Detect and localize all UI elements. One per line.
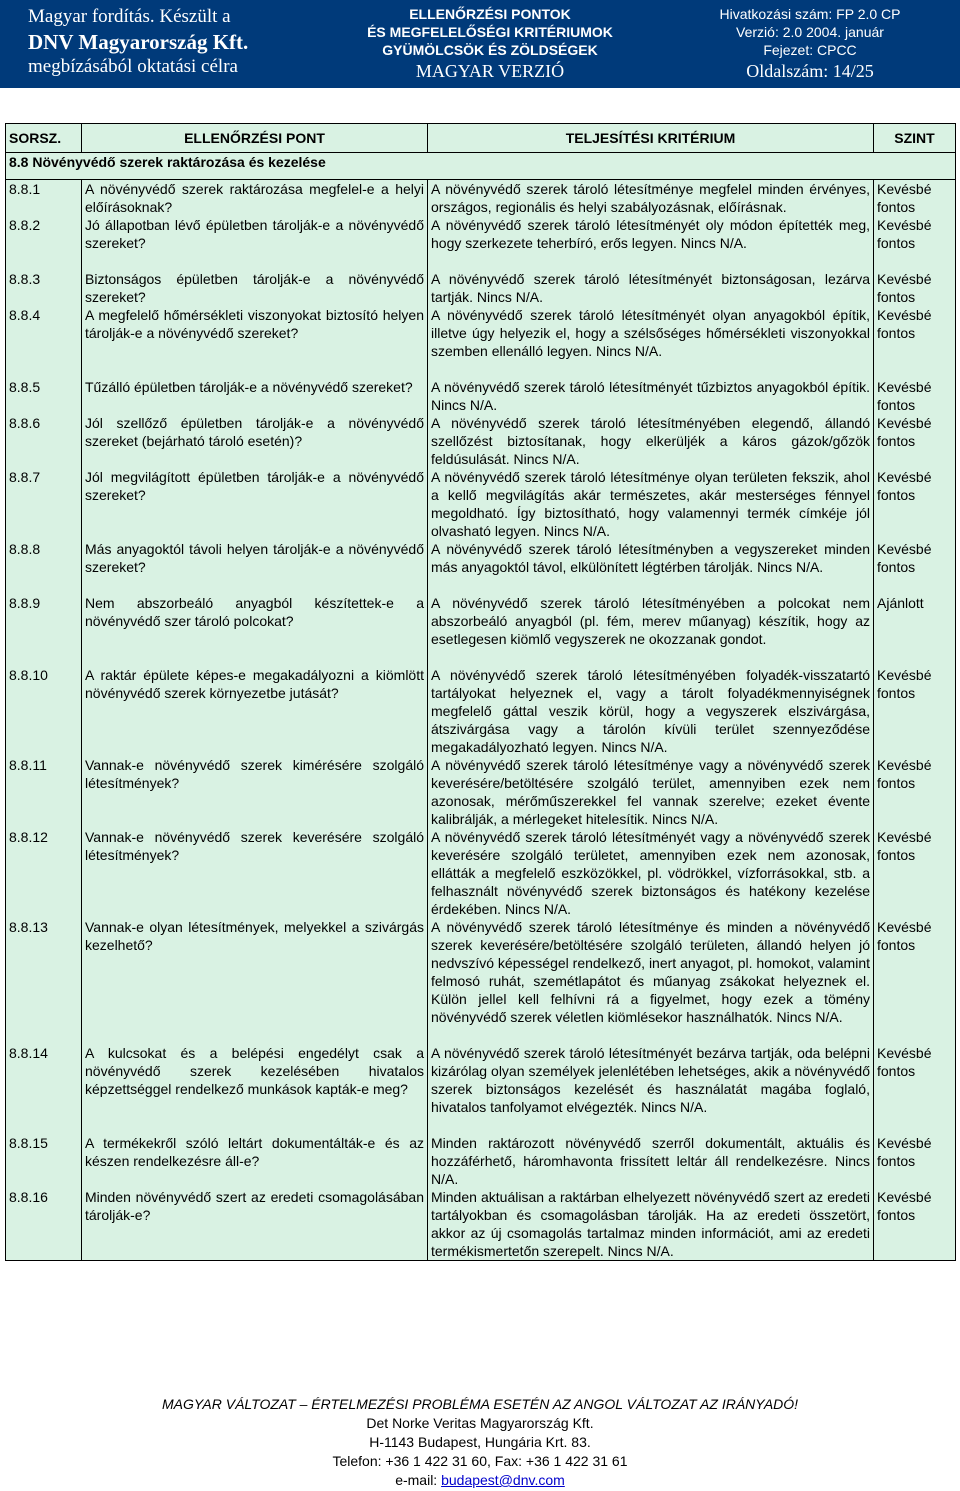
row-number: 8.8.12 (9, 829, 48, 845)
points-column (82, 180, 428, 1261)
row-number: 8.8.15 (9, 1135, 48, 1151)
row-control-point: A megfelelő hőmérsékleti viszonyokat biztosító helyen tárolják-e a növényvédő szereket? (85, 307, 424, 341)
row-control-point: Vannak-e olyan létesítmények, melyekkel a szivárgás kezelhető? (85, 919, 424, 953)
row-number: 8.8.6 (9, 415, 41, 431)
row-control-point: A növényvédő szerek raktározása megfelel-e a helyi előírásoknak? (85, 181, 424, 215)
row-control-point: A kulcsokat és a belépési engedélyt csak a növényvédő szerek kezelésében hivatalos képzettséggel rendelkező munkások kapták-e meg? (85, 1045, 424, 1097)
row-level: Kevésbé fontos (877, 469, 932, 503)
row-control-point: Vannak-e növényvédő szerek keverésére szolgáló létesítmények? (85, 829, 424, 863)
footer-email-line (0, 1471, 960, 1490)
table-body-row (6, 180, 956, 1261)
row-criterion: A növényvédő szerek tároló létesítményében folyadék-visszatartó tartályokat helyeznek el, vagy a tárolt folyadékmennyiségnek megfelelő gáttal veszik körül, hogy a vegyszerek elszivárgása, átszivárgása vagy a tárolón kívüli terület szennyeződése megakadályozható legyen. Nincs N/A. (431, 667, 870, 755)
col-header-criterion: TELJESÍTÉSI KRITÉRIUM (428, 124, 874, 153)
row-control-point: Tűzálló épületben tárolják-e a növényvédő szereket? (85, 379, 413, 395)
row-level: Kevésbé fontos (877, 181, 932, 215)
col-header-number: SORSZ. (6, 124, 82, 153)
row-level: Kevésbé fontos (877, 1045, 932, 1079)
header-page-number: Oldalszám: 14/25 (746, 61, 874, 81)
row-level: Kevésbé fontos (877, 541, 932, 575)
header-reference: Hivatkozási szám: FP 2.0 CP (719, 6, 901, 22)
row-level: Ajánlott (877, 595, 924, 611)
row-criterion: Minden raktározott növényvédő szerről dokumentált, aktuális és hozzáférhető, háromhavonta frissített leltár áll rendelkezésre. Nincs N/A. (431, 1135, 870, 1187)
row-criterion: A növényvédő szerek tároló létesítménye megfelel minden érvényes, országos, regionális és helyi szabályozásnak, előírásnak. (431, 181, 870, 215)
section-title: 8.8 Növényvédő szerek raktározása és kezelése (6, 153, 956, 180)
row-criterion: A növényvédő szerek tároló létesítményét bezárva tartják, oda belépni kizárólag olyan személyek jelenlétében lehetséges, akik a növényvédő szerek biztonságos kezelését és használatát magába foglaló, hivatalos tanfolyamot elvégezték. Nincs N/A. (431, 1045, 870, 1115)
header-translation-note: Magyar fordítás. Készült a (28, 6, 231, 27)
col-header-level: SZINT (874, 124, 956, 153)
row-number: 8.8.10 (9, 667, 48, 683)
row-level: Kevésbé fontos (877, 667, 932, 701)
header-purpose: megbízásából oktatási célra (28, 56, 238, 77)
row-control-point: A termékekről szóló leltárt dokumentálták-e és az készen rendelkezésre áll-e? (85, 1135, 424, 1169)
criteria-column (428, 180, 874, 1261)
row-criterion: A növényvédő szerek tároló létesítménye olyan területen fekszik, ahol a kellő megvilágítás akár természetes, akár mesterséges fénnyel megoldható. Így biztosítható, hogy valamennyi termék címkéje jól olvasható legyen. Nincs N/A. (431, 469, 870, 539)
footer-email-link[interactable]: budapest@dnv.com (441, 1472, 565, 1488)
control-points-table (5, 123, 956, 1261)
levels-column (874, 180, 956, 1261)
row-level: Kevésbé fontos (877, 379, 932, 413)
footer-email-label: e-mail: (395, 1472, 442, 1488)
row-criterion: A növényvédő szerek tároló létesítményét vagy a növényvédő szerek keverésére szolgáló területet, amennyiben ezek nem azonosak, ellátták a megfelelő eszközökkel, pl. vödrökkel, vízforrásokkal, stb. a felhasznált növényvédő szerek biztonságos és hatékony kezelése érdekében. Nincs N/A. (431, 829, 870, 917)
row-criterion: A növényvédő szerek tároló létesítményében a polcokat nem abszorbeáló anyagból (pl. fém, merev műanyag) készítik, hogy az esetlegesen kiömlő vegyszerek ne okozzanak gondot. (431, 595, 870, 647)
row-number: 8.8.13 (9, 919, 48, 935)
section-row (6, 153, 956, 180)
row-control-point: Jól megvilágított épületben tárolják-e a növényvédő szereket? (85, 469, 424, 503)
row-criterion: A növényvédő szerek tároló létesítményben a vegyszereket minden más anyagoktól távol, elkülönített légtérben tárolják. Nincs N/A. (431, 541, 870, 575)
row-number: 8.8.8 (9, 541, 41, 557)
row-level: Kevésbé fontos (877, 271, 932, 305)
row-number: 8.8.7 (9, 469, 41, 485)
header-version-label: MAGYAR VERZIÓ (415, 61, 565, 81)
footer-phone: Telefon: +36 1 422 31 60, Fax: +36 1 422 31 61 (332, 1453, 628, 1469)
row-criterion: Minden aktuálisan a raktárban elhelyezett növényvédő szert az eredeti tartályokban és csomagolásban tárolják. Ha az eredeti összetört, akkor az új csomagolás tartalmaz minden információt, ami az eredeti termékismertetőn szerepelt. Nincs N/A. (431, 1189, 870, 1259)
row-level: Kevésbé fontos (877, 829, 932, 863)
row-control-point: Más anyagoktól távoli helyen tárolják-e a növényvédő szereket? (85, 541, 424, 575)
row-criterion: A növényvédő szerek tároló létesítménye vagy a növényvédő szerek keverésére/betöltésére szolgáló terület, amennyiben ezek nem azonosak, mérőműszerekkel fel vannak szerelve; ezeket évente kalibrálják, a mérlegeket hitelesítik. Nincs N/A. (431, 757, 870, 827)
row-control-point: Nem abszorbeáló anyagból készítettek-e a növényvédő szer tároló polcokat? (85, 595, 424, 629)
header-center (360, 5, 620, 83)
header-title-3: GYÜMÖLCSÖK ÉS ZÖLDSÉGEK (382, 42, 598, 58)
row-number: 8.8.16 (9, 1189, 48, 1205)
row-criterion: A növényvédő szerek tároló létesítményét oly módon építették meg, hogy szerkezete teherbíró, erős legyen. Nincs N/A. (431, 217, 870, 251)
row-number: 8.8.3 (9, 271, 41, 287)
row-control-point: A raktár épülete képes-e megakadályozni a kiömlött növényvédő szerek környezetbe jutását? (85, 667, 424, 701)
footer-warning: MAGYAR VÁLTOZAT – ÉRTELMEZÉSI PROBLÉMA ESETÉN AZ ANGOL VÁLTOZAT AZ IRÁNYADÓ! (161, 1396, 799, 1412)
header-title-2: ÉS MEGFELELŐSÉGI KRITÉRIUMOK (367, 24, 613, 40)
header-left (28, 5, 248, 79)
footer-address: H-1143 Budapest, Hungária Krt. 83. (369, 1434, 591, 1450)
row-level: Kevésbé fontos (877, 1189, 932, 1223)
row-control-point: Minden növényvédő szert az eredeti csomagolásában tárolják-e? (85, 1189, 424, 1223)
row-control-point: Jó állapotban lévő épületben tárolják-e a növényvédő szereket? (85, 217, 424, 251)
row-criterion: A növényvédő szerek tároló létesítményében elegendő, állandó szellőzést biztosítanak, hogy elkerüljék a káros gázok/gőzök feldúsulását. Nincs N/A. (431, 415, 870, 467)
row-number: 8.8.5 (9, 379, 41, 395)
row-level: Kevésbé fontos (877, 757, 932, 791)
row-level: Kevésbé fontos (877, 217, 932, 251)
footer-company: Det Norke Veritas Magyarország Kft. (366, 1415, 594, 1431)
row-criterion: A növényvédő szerek tároló létesítményét biztonságosan, lezárva tartják. Nincs N/A. (431, 271, 870, 305)
table-header-row (6, 124, 956, 153)
row-control-point: Vannak-e növényvédő szerek kimérésére szolgáló létesítmények? (85, 757, 424, 791)
header-chapter: Fejezet: CPCC (763, 42, 857, 58)
page-footer (0, 1395, 960, 1490)
row-level: Kevésbé fontos (877, 1135, 932, 1169)
row-level: Kevésbé fontos (877, 919, 932, 953)
row-criterion: A növényvédő szerek tároló létesítményét tűzbiztos anyagokból építik. Nincs N/A. (431, 379, 870, 413)
row-number: 8.8.9 (9, 595, 41, 611)
row-level: Kevésbé fontos (877, 307, 932, 341)
numbers-column (6, 180, 82, 1261)
page-header (0, 0, 960, 88)
row-number: 8.8.1 (9, 181, 41, 197)
row-level: Kevésbé fontos (877, 415, 932, 449)
header-version: Verzió: 2.0 2004. január (736, 24, 884, 40)
row-control-point: Jól szellőző épületben tárolják-e a növényvédő szereket (bejárható tároló esetén)? (85, 415, 424, 449)
row-number: 8.8.11 (9, 757, 47, 773)
header-right (690, 5, 930, 83)
row-criterion: A növényvédő szerek tároló létesítményét olyan anyagokból építik, illetve úgy helyezik el, hogy a szélsőséges hőmérsékleti viszonyokkal szemben ellenálló legyen. Nincs N/A. (431, 307, 870, 359)
header-company: DNV Magyarország Kft. (28, 30, 249, 54)
row-number: 8.8.4 (9, 307, 41, 323)
row-number: 8.8.2 (9, 217, 41, 233)
header-title-1: ELLENŐRZÉSI PONTOK (409, 6, 571, 22)
col-header-point: ELLENŐRZÉSI PONT (82, 124, 428, 153)
row-criterion: A növényvédő szerek tároló létesítménye és minden a növényvédő szerek keverésére/betöltésére szolgáló területen, állandó helyen jó nedvszívó képességel rendelkező, inert anyagot, pl. homokot, valamint felmosó ruhát, szemétlapátot és műanyag zsákokat helyeznek el. Külön jellel kell felhívni rá a figyelmet, hogy ezek a tömény növényvédő szerek véletlen kiömlésekor használhatók. Nincs N/A. (431, 919, 870, 1025)
row-number: 8.8.14 (9, 1045, 48, 1061)
row-control-point: Biztonságos épületben tárolják-e a növényvédő szereket? (85, 271, 424, 305)
